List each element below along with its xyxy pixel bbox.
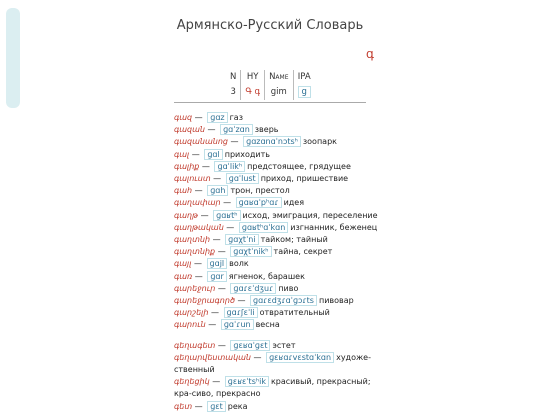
headword: գաղթական xyxy=(174,222,224,232)
entry-list xyxy=(174,112,378,413)
headword: գեղեցիկ xyxy=(174,377,210,387)
headword: գաղտնիք xyxy=(174,247,216,257)
dictionary-entry: գարուն — ɡɑˈɾun весна xyxy=(174,320,280,330)
divider xyxy=(174,102,366,103)
translation: зоопарк xyxy=(302,137,337,147)
translation: изгнанник, беженец xyxy=(290,222,378,232)
col-name: Name xyxy=(265,70,293,84)
ipa-transcription: ɡɑjl xyxy=(207,258,228,269)
headword: գարեջուր xyxy=(174,283,216,293)
translation: приход, пришествие xyxy=(260,174,349,184)
ipa-transcription: ɡɑχtˈni xyxy=(225,234,258,245)
headword: գաղթ xyxy=(174,210,199,220)
cell-ipa: g xyxy=(298,86,311,98)
dictionary-entry: գաղտնիք — ɡɑχtˈnikʰ тайна, секрет xyxy=(174,247,333,257)
translation: красивый, прекрасный; кра-сиво, прекрасно xyxy=(174,377,371,399)
ipa-transcription: ɡɑɾɛˈdʒuɾ xyxy=(230,283,276,294)
translation: волк xyxy=(229,259,249,269)
translation: река xyxy=(227,401,248,411)
ipa-transcription: ɡɑɾʃɛˈli xyxy=(224,307,258,318)
dictionary-entry: գառ — ɡɑr ягненок, барашек xyxy=(174,271,305,281)
page-title: Армянско-Русский Словарь xyxy=(176,18,364,33)
ipa-transcription: ɡɛt xyxy=(207,401,226,412)
headword: գեղագետ xyxy=(174,340,216,350)
translation: весна xyxy=(255,320,280,330)
col-hy: HY xyxy=(241,70,265,84)
headword: գաղտնի xyxy=(174,235,211,245)
translation: ягненок, барашек xyxy=(228,271,305,281)
ipa-transcription: ɡɑˈlust xyxy=(226,173,259,184)
entry-group-b xyxy=(174,340,374,413)
dictionary-entry: գազ — ɡɑz газ xyxy=(174,113,243,122)
headword: գալուստ xyxy=(174,174,211,184)
translation: пивовар xyxy=(318,296,354,306)
dictionary-entry: գեղարվեստական — ɡɛʁɑɾvɛstɑˈkɑn художе-ственный xyxy=(174,352,371,375)
dictionary-entry: գարեջրագործ — ɡɑɾɛdʒɾɑˈɡɔɾts пивовар xyxy=(174,296,354,306)
headword: գառ xyxy=(174,271,193,281)
headword: գարուն xyxy=(174,320,206,330)
headword: գայլ xyxy=(174,259,192,269)
translation: исход, эмиграция, переселение xyxy=(242,210,378,220)
translation: тайна, секрет xyxy=(273,247,333,257)
ipa-transcription: ɡɑˈɾun xyxy=(221,319,254,330)
dictionary-entry: գազան — ɡɑˈzɑn зверь xyxy=(174,125,279,135)
dictionary-entry: գահ — ɡɑh трон, престол xyxy=(174,186,290,196)
page-letter: գ xyxy=(366,47,374,61)
dictionary-entry: գարեջուր — ɡɑɾɛˈdʒuɾ пиво xyxy=(174,283,299,293)
ipa-transcription: ɡɑh xyxy=(207,185,228,196)
group-gap xyxy=(174,332,374,340)
headword: գարեջրագործ xyxy=(174,296,235,306)
headword: գահ xyxy=(174,186,193,196)
translation: пиво xyxy=(278,283,299,293)
dictionary-entry: գալ — ɡɑl приходить xyxy=(174,149,270,159)
dictionary-entry: գեղեցիկ — ɡɛʁɛˈtsʰik красивый, прекрасный; кра-сиво, прекрасно xyxy=(174,377,371,399)
dictionary-entry: գաղտնի — ɡɑχtˈni тайком; тайный xyxy=(174,235,328,245)
headword: գազան xyxy=(174,125,205,135)
dictionary-entry: գարշելի — ɡɑɾʃɛˈli отвратительный xyxy=(174,308,330,318)
translation: приходить xyxy=(224,149,270,159)
ipa-transcription: ɡɑʁtʰ xyxy=(213,210,240,221)
headword: գազ xyxy=(174,113,193,122)
entry-group-a xyxy=(174,112,378,332)
dictionary-entry: գաղթական — ɡɑʁtʰɑˈkɑn изгнанник, беженец xyxy=(174,222,378,232)
dictionary-entry: գեղագետ — ɡɛʁɑˈɡɛt эстет xyxy=(174,340,296,350)
headword: գաղափար xyxy=(174,198,221,208)
dictionary-entry: գալիք — ɡɑˈlikʰ предстоящее, грядущее xyxy=(174,161,351,171)
ipa-transcription: ɡɑɾɛdʒɾɑˈɡɔɾts xyxy=(250,295,317,306)
ipa-transcription: ɡɑzɑnɑˈnɔtsʰ xyxy=(243,136,301,147)
letter-info-table xyxy=(226,70,315,100)
col-n: N xyxy=(230,72,237,82)
translation: тайком; тайный xyxy=(260,235,328,245)
headword: գալիք xyxy=(174,161,200,171)
ipa-transcription: ɡɑˈlikʰ xyxy=(214,161,245,172)
translation: отвратительный xyxy=(259,308,330,318)
headword: գետ xyxy=(174,401,193,411)
translation: зверь xyxy=(254,125,279,135)
translation: художе-ственный xyxy=(174,352,371,375)
dictionary-entry: գազանանոց — ɡɑzɑnɑˈnɔtsʰ зоопарк xyxy=(174,137,337,147)
translation: трон, престол xyxy=(230,186,290,196)
col-ipa: IPA xyxy=(293,70,315,84)
translation: эстет xyxy=(272,340,296,350)
headword: գազանանոց xyxy=(174,137,229,147)
ipa-transcription: ɡɑʁɑˈpʰɑɾ xyxy=(236,197,282,208)
translation: идея xyxy=(283,198,305,208)
headword: գեղարվեստական xyxy=(174,352,251,362)
cell-hy: Գ գ xyxy=(241,84,265,100)
ipa-transcription: ɡɑˈzɑn xyxy=(220,124,253,135)
dictionary-entry: գաղափար — ɡɑʁɑˈpʰɑɾ идея xyxy=(174,198,305,208)
cell-name: gim xyxy=(265,84,293,100)
headword: գալ xyxy=(174,149,190,159)
translation: предстоящее, грядущее xyxy=(247,161,351,171)
translation: газ xyxy=(229,113,243,122)
ipa-transcription: ɡɑχtˈnikʰ xyxy=(230,246,271,257)
dictionary-entry: գալուստ — ɡɑˈlust приход, пришествие xyxy=(174,174,349,184)
ipa-transcription: ɡɛʁɑɾvɛstɑˈkɑn xyxy=(266,352,334,363)
headword: գարշելի xyxy=(174,308,209,318)
dictionary-entry: գետ — ɡɛt река xyxy=(174,401,248,411)
dictionary-entry: գայլ — ɡɑjl волк xyxy=(174,259,249,269)
cell-n: 3 xyxy=(230,87,236,97)
ipa-transcription: ɡɑr xyxy=(207,271,226,282)
ipa-transcription: ɡɛʁɛˈtsʰik xyxy=(225,376,269,387)
ipa-transcription: ɡɑz xyxy=(207,112,227,123)
ipa-transcription: ɡɑl xyxy=(204,149,222,160)
ipa-transcription: ɡɑʁtʰɑˈkɑn xyxy=(239,222,288,233)
ipa-transcription: ɡɛʁɑˈɡɛt xyxy=(230,340,270,351)
dictionary-entry: գաղթ — ɡɑʁtʰ исход, эмиграция, переселение xyxy=(174,210,378,220)
